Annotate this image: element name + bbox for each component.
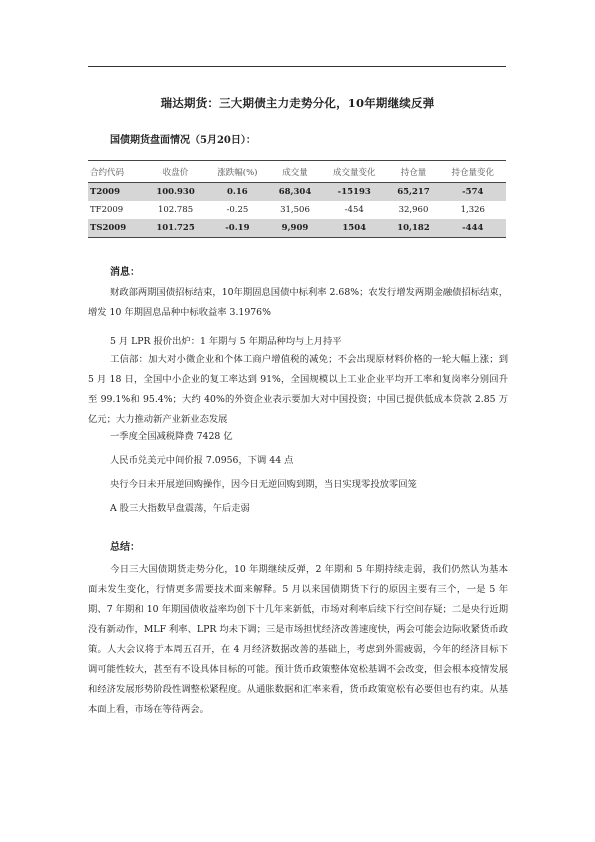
news-paragraph	[88, 283, 508, 323]
cell-open-interest: 32,960	[398, 205, 429, 215]
news-item-text: 工信部：加大对小微企业和个体工商户增值税的减免；不会出现原材料价格的一轮大幅上涨；到 5 月 18 日，全国中小企业的复工率达到 91%，全国规模以上工业企业平均开工率和复岗率分别回升至 99.1%和 95.4%；大约 40%的外资企业表示要加大对中国投资；中国已提供低成本贷款 2.85 万亿元；大力推动新产业新业态发展	[88, 354, 508, 425]
cell-volume-change: -15193	[321, 183, 387, 202]
document-title: 瑞达期货：三大期债主力走势分化，10年期继续反弹	[160, 96, 435, 110]
header-rule	[88, 66, 506, 67]
cell-volume: 9,909	[269, 219, 321, 238]
news-paragraph	[88, 350, 508, 430]
cell-close: 102.785	[157, 205, 194, 215]
cell-oi-change: -574	[440, 183, 506, 202]
news-heading: 消息：	[110, 267, 140, 278]
cell-change-pct: 0.16	[206, 183, 269, 202]
futures-table	[88, 160, 506, 238]
cell-volume: 68,304	[269, 183, 321, 202]
news-item-text: 财政部两期国债招标结束，10年期固息国债中标利率 2.68%；农发行增发两期金融债招标结束，增发 10 年期固息品种中标收益率 3.1976%	[88, 287, 508, 318]
news-line: A 股三大指数早盘震荡，午后走弱	[110, 503, 250, 514]
cell-code: T2009	[88, 183, 145, 202]
cell-change-pct: -0.19	[206, 219, 269, 238]
summary-text: 今日三大国债期货走势分化，10 年期继续反弹，2 年期和 5 年期持续走弱，我们仍然认为基本面未发生变化，行情更多需要技术面来解释。5 月以来国债期货下行的原因主要有三个，一是 5 年期、7 年期和 10 年期国债收益率均创下十几年来新低，市场对利率后续下行空间存疑；二是央行近期没有新动作，MLF 利率、LPR 均未下调；三是市场担忧经济改善速度快，两会可能会边际收紧货币政策。人大会议将于本周五召开，在 4 月经济数据改善的基础上，考虑到外需疲弱，今年的经济目标下调可能性较大，甚至有不设具体目标的可能。预计货币政策整体宽松基调不会改变，但会根本疫情发展和经济发展形势阶段性调整松紧程度。从通胀数据和汇率来看，货币政策宽松有必要但也有约束。从基本面上看，市场在等待两会。	[88, 564, 508, 715]
cell-volume-change: 1504	[321, 219, 387, 238]
cell-oi-change: 1,326	[460, 205, 485, 215]
summary-paragraph	[88, 560, 508, 720]
cell-change-pct: -0.25	[226, 205, 249, 215]
cell-volume-change: -454	[344, 205, 364, 215]
col-header-volume-change: 成交量变化	[321, 161, 387, 183]
col-header-change-pct: 涨跌幅(%)	[206, 161, 269, 183]
news-line: 央行今日未开展逆回购操作，因今日无逆回购到期，当日实现零投放零回笼	[110, 479, 417, 490]
cell-code: TF2009	[90, 205, 124, 215]
news-line: 人民币兑美元中间价报 7.0956，下调 44 点	[110, 455, 294, 466]
cell-open-interest: 65,217	[387, 183, 439, 202]
col-header-oi-change: 持仓量变化	[440, 161, 506, 183]
table-row	[88, 201, 506, 219]
cell-volume: 31,506	[280, 205, 310, 215]
table-row	[88, 219, 506, 238]
table-header-row	[88, 161, 506, 183]
cell-code: TS2009	[88, 219, 145, 238]
col-header-close: 收盘价	[145, 161, 206, 183]
news-line: 一季度全国减税降费 7428 亿	[110, 431, 233, 442]
table-row	[88, 183, 506, 202]
col-header-volume: 成交量	[269, 161, 321, 183]
cell-close: 101.725	[145, 219, 206, 238]
cell-close: 100.930	[145, 183, 206, 202]
table-title: 国债期货盘面情况（5月20日）：	[110, 135, 256, 146]
summary-heading: 总结：	[110, 542, 140, 553]
cell-open-interest: 10,182	[387, 219, 439, 238]
col-header-open-interest: 持仓量	[387, 161, 439, 183]
news-line: 5 月 LPR 报价出炉：1 年期与 5 年期品种均与上月持平	[110, 336, 342, 347]
col-header-code: 合约代码	[88, 161, 145, 183]
cell-oi-change: -444	[440, 219, 506, 238]
